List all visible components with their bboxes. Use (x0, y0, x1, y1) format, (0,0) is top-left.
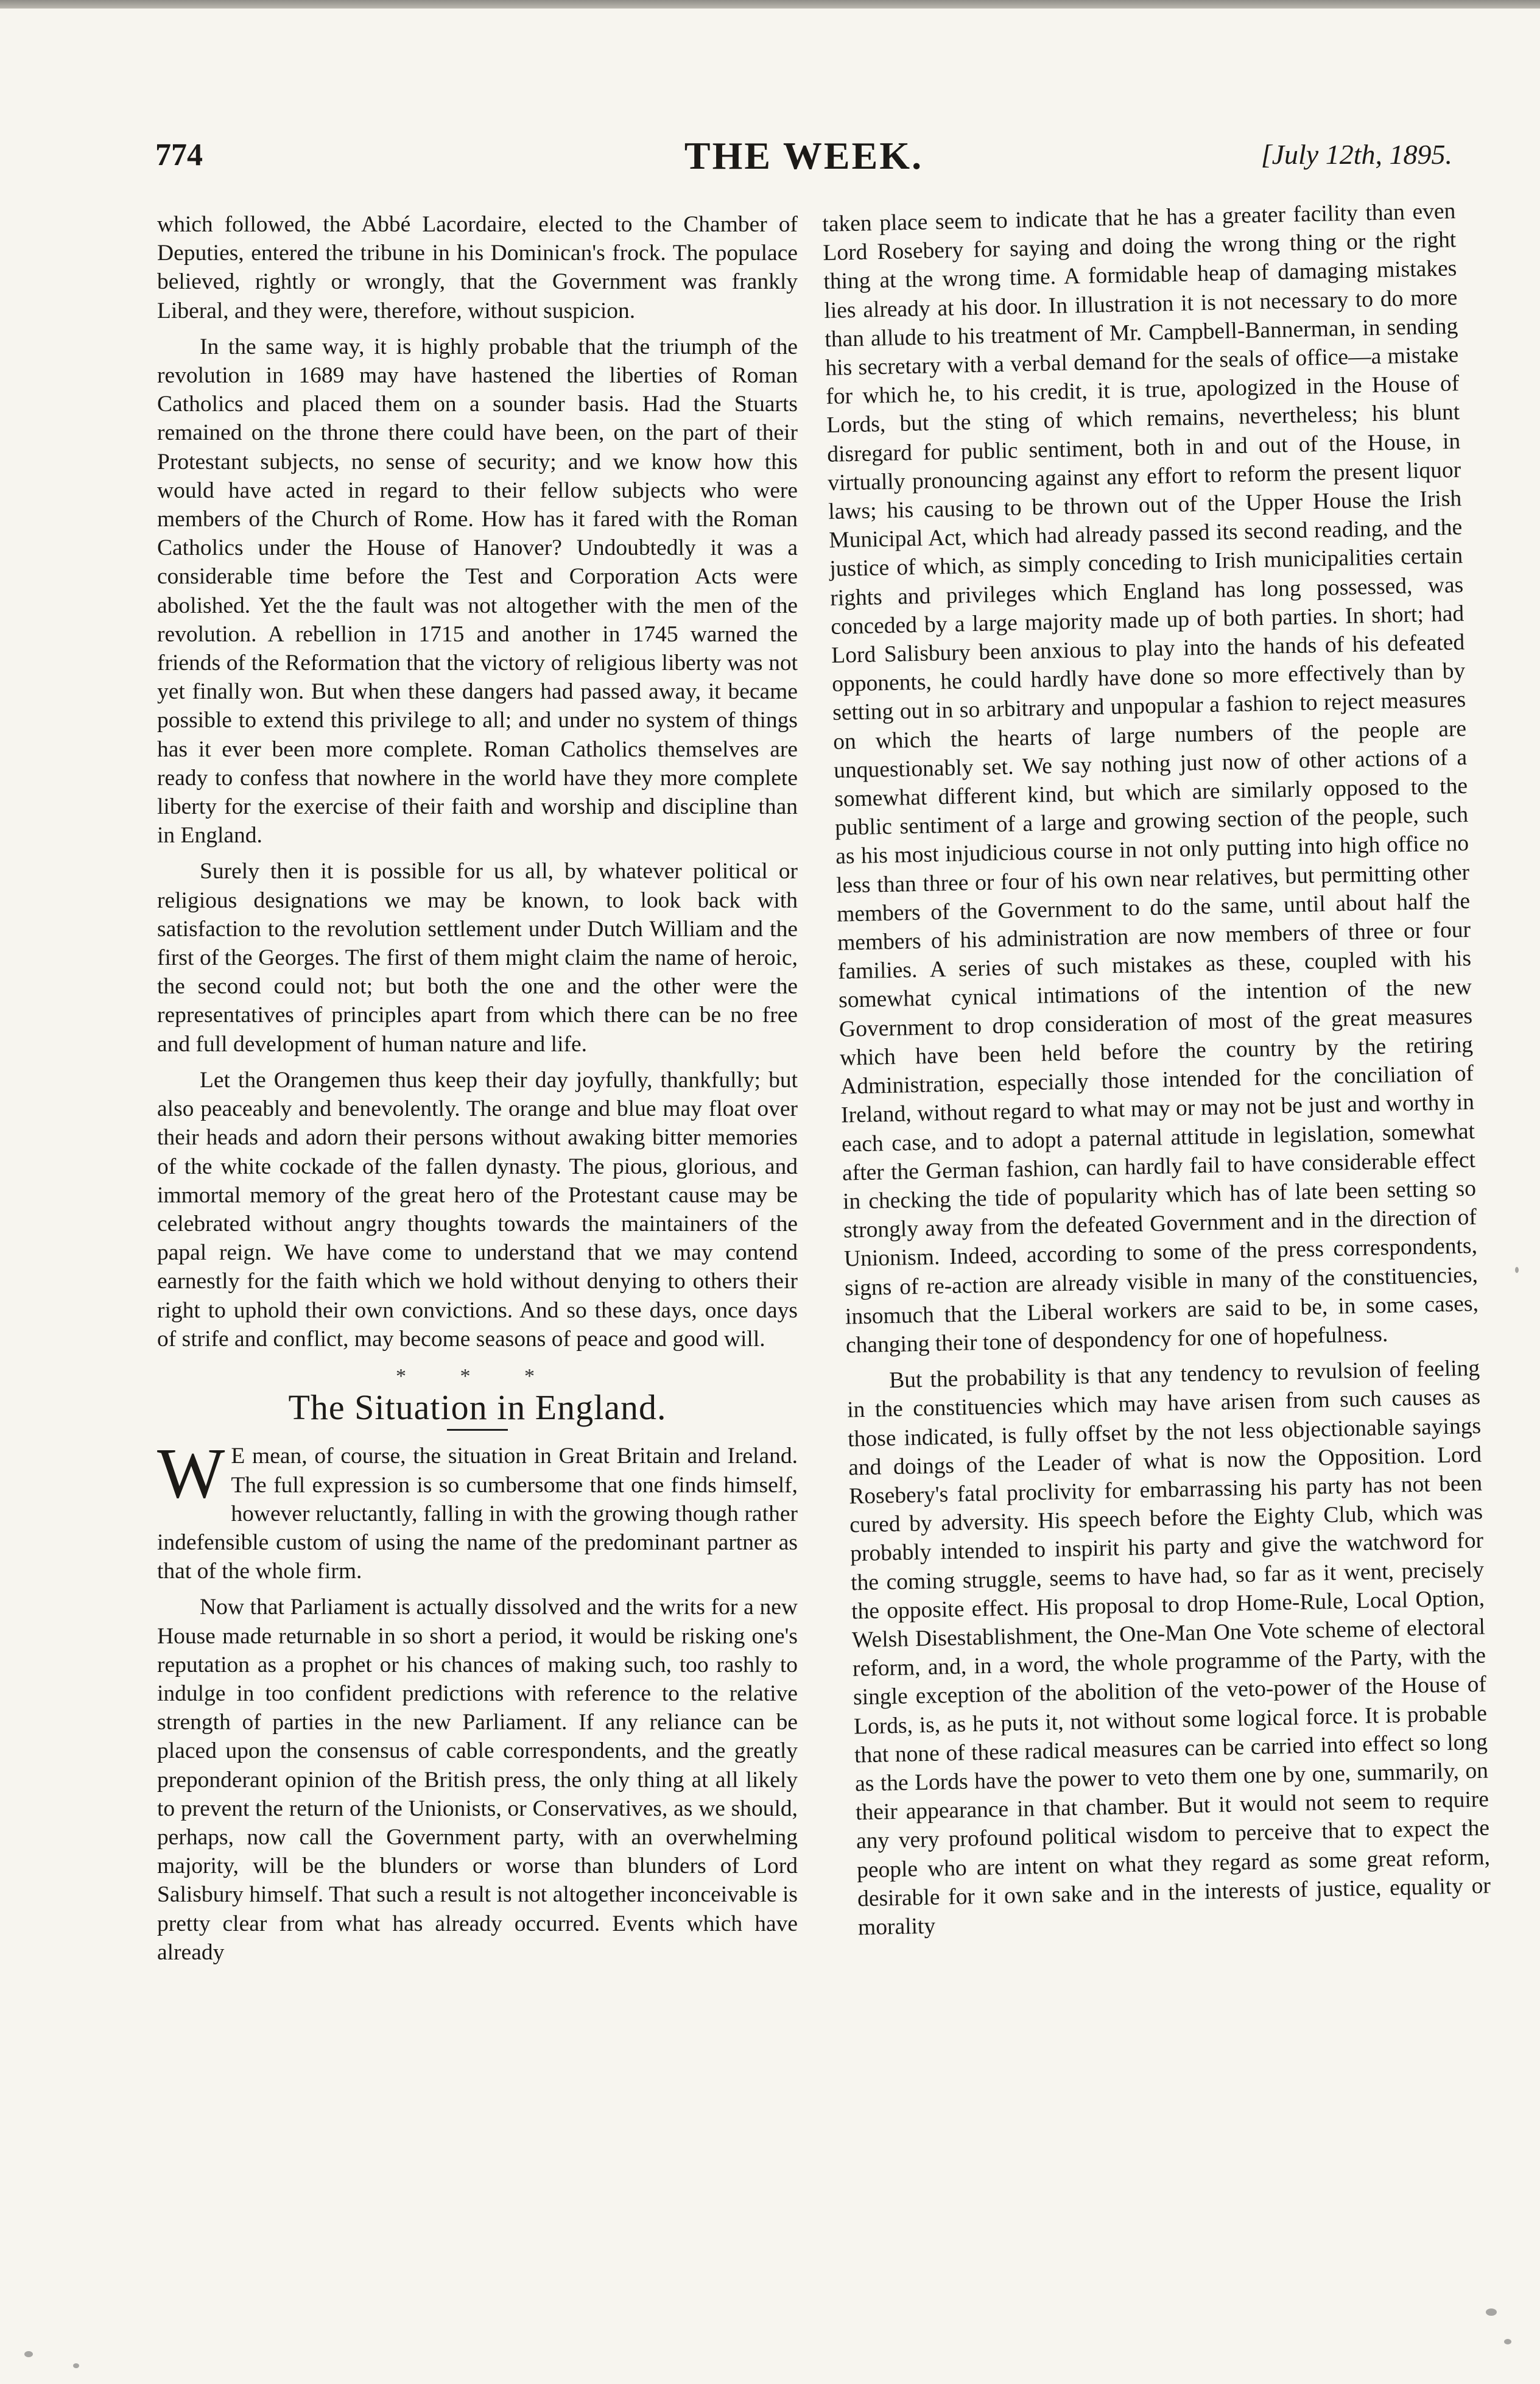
paragraph-with-dropcap (157, 1433, 798, 1585)
print-speck (1504, 2339, 1511, 2344)
paragraph: But the probability is that any tendency to revulsion of feeling in the constituencies which may have arisen from such causes as those indicated, is fully offset by the not less objectionable sayings and doings of the Leader of what is now the Opposition. Lord Rosebery's fatal proclivity for embarrassing his party has not been cured by adversity. His speech before the Eighty Club, which was probably intended to inspirit his party and give the watchword for the coming struggle, seems to have had, so far as it went, precisely the opposite effect. His proposal to drop Home-Rule, Local Option, Welsh Disestablishment, the One-Man One Vote scheme of electoral reform, and, in a word, the whole programme of the Party, with the single exception of the abolition of the veto-power of the House of Lords, is, as he puts it, not without some logical force. It is probable that none of these radical measures can be carried into effect so long as the Lords have the power to veto them one by one, summarily, on their appearance in that chamber. But it would not seem to require any very profound political wisdom to perceive that to expect the people who are intent on what they regard as some great reform, desirable for it own sake and in the interests of justice, equality or morality (846, 1355, 1491, 1941)
section-title: The Situation in England. (288, 1388, 667, 1428)
paragraph: Surely then it is possible for us all, by whatever political or religious designations we may be known, to look back with satisfaction to the revolution settlement under Dutch William and the first of the Georges. The first of them might claim the name of heroic, the second could not; but both the one and the other were the representatives of principles apart from which there can be no free and full development of human nature and life. (157, 859, 798, 1057)
print-speck (24, 2351, 33, 2357)
section-divider-asterisks: * * * (396, 1364, 559, 1388)
print-speck (73, 2363, 79, 2368)
paragraph: taken place seem to indicate that he has a greater facility than even Lord Rosebery for saying and doing the wrong thing or the right thing at the wrong time. A formidable heap of damaging mistakes lies already at his door. In illustration it is not necessary to do more than allude to his treatment of Mr. Campbell-Bannerman, in sending his secretary with a verbal demand for the seals of office—a mistake for which he, to his credit, it is true, apologized in the House of Lords, but the sting of which remains, nevertheless; his blunt disregard for public sentiment, both in and out of the House, in virtually pronouncing against any effort to reform the present liquor laws; his causing to be thrown out of the Upper House the Irish Municipal Act, which had already passed its second reading, and the justice of which, as simply conceding to Irish municipalities certain rights and privileges which England has long possessed, was conceded by a large majority made up of both parties. In short; had Lord Salisbury been anxious to play into the hands of his defeated opponents, he could hardly have done so more effectively than by setting out in so arbitrary and unpopular a fashion to reject measures on which the hearts of large numbers of the people are unquestionably set. We say nothing just now of other actions of a somewhat different kind, but which are similarly opposed to the public sentiment of a large and growing section of the people, such as his most injudicious course in not only putting into high office no less than three or four of his own near relatives, but permitting other members of the Government to do the same, until about half the members of his administration are now members of three or four families. A series of such mistakes as these, coupled with his somewhat cynical intimations of the intention of the new Government to drop consideration of most of the great measures which have been held before the country by the retiring Administration, especially those intended for the conciliation of Ireland, without regard to what may or may not be just and worthy in each case, and to adopt a paternal attitude in legislation, somewhat after the German fashion, can hardly fail to have considerable effect in checking the tide of popularity which has of late been setting so strongly away from the defeated Government and in the direction of Unionism. Indeed, according to some of the press correspondents, signs of re-action are already visible in many of the constituencies, insomuch that the Liberal workers are said to be, in some cases, changing their tone of despondency for one of hopefulness. (822, 199, 1479, 1358)
print-speck (1486, 2308, 1497, 2316)
paragraph: Let the Orangemen thus keep their day joyfully, thankfully; but also peaceably and benevolently. The orange and blue may float over their heads and adorn their persons without awaking bitter memories of the white cockade of the fallen dynasty. The pious, glorious, and immortal memory of the great hero of the Protestant cause may be celebrated without angry thoughts towards the maintainers of the papal reign. We have come to understand that we may contend earnestly for the faith which we hold without denying to others their right to uphold their own convictions. And so these days, once days of strife and conflict, may become seasons of peace and good will. (157, 1067, 798, 1352)
left-column (157, 210, 798, 1974)
issue-date: [July 12th, 1895. (1260, 139, 1452, 170)
paragraph-text: E mean, of course, the situation in Great Britain and Ireland. The full expression is so cumbersome that one finds himself, however reluctantly, falling in with the growing though rather indefensible custom of using the name of the predominant partner as that of the whole firm. (157, 1444, 798, 1584)
title-rule (447, 1429, 508, 1431)
page-header (155, 131, 1452, 186)
paragraph: Now that Parliament is actually dissolved and the writs for a new House made returnable in so short a period, it would be risking one's reputation as a prophet or his chances of making such, too rashly to indulge in too confident predictions with reference to the relative strength of parties in the new Parliament. If any reliance can be placed upon the consensus of cable correspondents, and the greatly preponderant opinion of the British press, the only thing at all likely to prevent the return of the Unionists, or Conservatives, as we should, perhaps, now call the Government party, with an overwhelming majority, will be the blunders or worse than blunders of Lord Salisbury himself. That such a result is not altogether inconceivable is pretty clear from what has already occurred. Events which have already (157, 1595, 798, 1965)
print-speck (1515, 1267, 1519, 1273)
page-number: 774 (155, 138, 203, 172)
drop-cap: W (157, 1433, 225, 1514)
right-column (822, 197, 1492, 1949)
masthead: THE WEEK. (684, 134, 924, 177)
paragraph: In the same way, it is highly probable that the triumph of the revolution in 1689 may have hastened the liberties of Roman Catholics and placed them on a sounder basis. Had the Stuarts remained on the throne there could have been, on the part of their Protestant subjects, no sense of security; and we know how this would have acted in regard to their fellow subjects who were members of the Church of Rome. How has it fared with the Roman Catholics under the House of Hanover? Undoubtedly it was a considerable time before the Test and Corporation Acts were abolished. Yet the the fault was not altogether with the men of the revolution. A rebellion in 1715 and another in 1745 warned the friends of the Reformation that the victory of religious liberty was not yet finally won. But when these dangers had passed away, it became possible to extend this privilege to all; and under no system of things has it ever been more complete. Roman Catholics themselves are ready to confess that nowhere in the world have they more complete liberty for the exercise of their faith and worship and discipline than in England. (157, 334, 798, 848)
page-top-border (0, 0, 1540, 9)
paragraph: which followed, the Abbé Lacordaire, elected to the Chamber of Deputies, entered the tribune in his Dominican's frock. The populace believed, rightly or wrongly, that the Government was frankly Liberal, and they were, therefore, without suspicion. (157, 212, 798, 323)
